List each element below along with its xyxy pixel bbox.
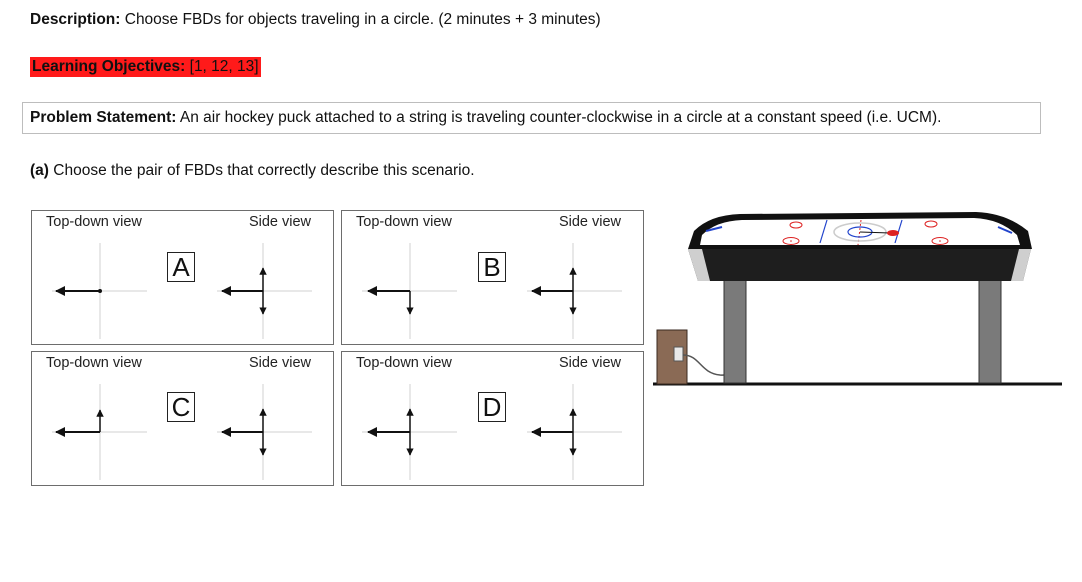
- option-b-top-down-label: Top-down view: [356, 214, 452, 230]
- table-body: [688, 249, 1031, 281]
- problem-statement-text: An air hockey puck attached to a string is traveling counter-clockwise in a circle at a constant speed (i.e. UCM).: [176, 109, 942, 126]
- option-d-side-fbd: [527, 384, 622, 480]
- option-a-side-label: Side view: [248, 214, 311, 230]
- table-leg-right: [979, 279, 1001, 383]
- option-d-panel[interactable]: [341, 351, 644, 486]
- option-c-side-label: Side view: [248, 355, 311, 371]
- option-d-side-label: Side view: [558, 355, 621, 371]
- description-label: Description:: [30, 11, 121, 28]
- air-hockey-table-illustration: [650, 205, 1065, 390]
- learning-objectives-label: Learning Objectives:: [32, 58, 186, 75]
- option-b-side-label: Side view: [558, 214, 621, 230]
- option-a-side-fbd: [217, 243, 312, 339]
- problem-statement-line: [30, 109, 941, 127]
- description-line: [30, 11, 601, 29]
- option-b-panel[interactable]: [341, 210, 644, 345]
- option-c-side-fbd: [217, 384, 312, 480]
- learning-objectives-text: [1, 12, 13]: [185, 58, 259, 75]
- table-leg-left: [724, 279, 746, 383]
- learning-objectives-line: [30, 57, 261, 77]
- option-a-top-down-fbd: [52, 243, 147, 339]
- option-d-letter: D: [478, 392, 506, 422]
- description-text: Choose FBDs for objects traveling in a circle. (2 minutes + 3 minutes): [120, 11, 601, 28]
- option-a-top-down-label: Top-down view: [46, 214, 142, 230]
- option-a-panel[interactable]: [31, 210, 334, 345]
- option-b-side-fbd: [527, 243, 622, 339]
- problem-statement-box: [22, 102, 1041, 134]
- option-c-letter: C: [167, 392, 195, 422]
- question-a-line: [30, 162, 475, 180]
- option-c-panel[interactable]: [31, 351, 334, 486]
- problem-statement-label: Problem Statement:: [30, 109, 177, 126]
- option-d-top-down-fbd: [362, 384, 457, 480]
- question-a-text: Choose the pair of FBDs that correctly describe this scenario.: [48, 162, 475, 179]
- option-c-top-down-label: Top-down view: [46, 355, 142, 371]
- option-d-top-down-label: Top-down view: [356, 355, 452, 371]
- puck-icon: [887, 230, 899, 236]
- question-a-label: (a): [30, 162, 49, 179]
- option-a-letter: A: [167, 252, 195, 282]
- option-b-letter: B: [478, 252, 506, 282]
- option-c-top-down-fbd: [52, 384, 147, 480]
- option-b-top-down-fbd: [362, 243, 457, 339]
